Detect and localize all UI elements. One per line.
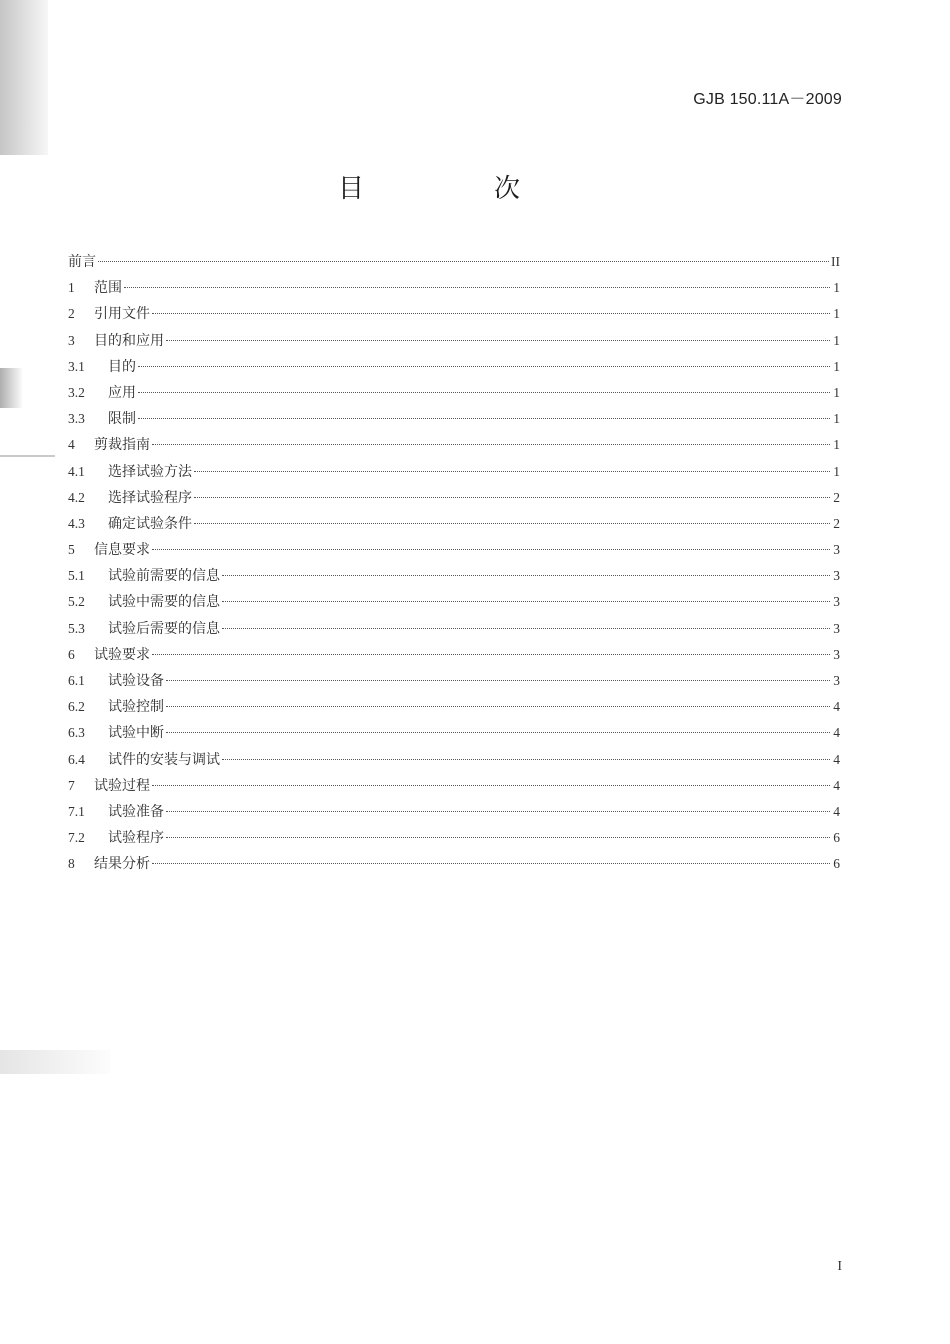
toc-entry-number: 8 [68, 856, 75, 872]
toc-entry[interactable] [68, 383, 840, 409]
toc-entry-title[interactable]: 结果分析 [94, 856, 150, 873]
toc-dot-leader [152, 863, 830, 864]
toc-entry-page: 1 [833, 463, 840, 479]
toc-dot-leader [222, 601, 830, 602]
toc-entry-number: 6.1 [68, 673, 85, 688]
toc-entry-title[interactable]: 选择试验程序 [108, 489, 192, 506]
toc-entry-title[interactable]: 目的和应用 [94, 332, 164, 349]
toc-entry-title[interactable]: 引用文件 [94, 306, 150, 323]
toc-entry-page: 1 [833, 437, 840, 453]
toc-entry-title[interactable]: 试验前需要的信息 [108, 568, 220, 585]
toc-entry-title[interactable]: 试验中断 [108, 725, 164, 742]
toc-entry-number: 4 [68, 437, 75, 453]
toc-entry-title[interactable]: 确定试验条件 [108, 515, 192, 532]
toc-title: 目 次 [337, 174, 572, 204]
toc-entry-title[interactable]: 剪裁指南 [94, 437, 150, 454]
toc-entry-title[interactable]: 试件的安装与调试 [108, 751, 220, 768]
toc-entry-title[interactable]: 应用 [108, 384, 136, 401]
toc-dot-leader [152, 785, 830, 786]
toc-entry[interactable] [68, 854, 840, 880]
toc-dot-leader [152, 549, 830, 550]
toc-entry[interactable] [68, 671, 840, 697]
toc-dot-leader [194, 523, 830, 524]
toc-entry-number: 4.2 [68, 489, 85, 505]
toc-entry-page: 1 [833, 306, 840, 322]
toc-entry-number: 4.1 [68, 463, 85, 479]
toc-dot-leader [166, 811, 830, 812]
toc-entry-title[interactable]: 范围 [94, 280, 122, 297]
toc-entry[interactable] [68, 592, 840, 618]
toc-entry[interactable] [68, 723, 840, 749]
toc-dot-leader [194, 471, 830, 472]
toc-entry-number: 3.2 [68, 384, 85, 400]
toc-dot-leader [166, 837, 830, 838]
toc-dot-leader [152, 313, 830, 314]
toc-dot-leader [166, 680, 830, 681]
toc-entry-page: 6 [833, 830, 840, 846]
toc-entry-page: 3 [833, 620, 840, 636]
toc-dot-leader [138, 418, 830, 419]
toc-entry-page: 1 [833, 280, 840, 296]
toc-entry-title[interactable]: 试验控制 [108, 699, 164, 716]
toc-entry-page: 3 [833, 568, 840, 584]
toc-dot-leader [222, 759, 830, 760]
toc-entry-title[interactable]: 前言 [68, 254, 96, 270]
toc-entry-title[interactable]: 试验程序 [108, 830, 164, 847]
toc-entry-page: 2 [833, 515, 840, 531]
toc-entry[interactable] [68, 278, 840, 304]
toc-entry[interactable] [68, 750, 840, 776]
toc-entry-title[interactable]: 限制 [108, 411, 136, 428]
toc-entry[interactable] [68, 304, 840, 330]
toc-entry-number: 3 [68, 332, 75, 348]
scan-artifact [0, 368, 22, 408]
toc-entry[interactable] [68, 331, 840, 357]
toc-entry[interactable] [68, 409, 840, 435]
toc-dot-leader [98, 261, 829, 262]
toc-entry-page: 4 [833, 699, 840, 715]
toc-entry[interactable] [68, 252, 840, 278]
toc-dot-leader [166, 706, 830, 707]
toc-entry-title[interactable]: 试验后需要的信息 [108, 620, 220, 637]
toc-dot-leader [138, 392, 830, 393]
toc-entry-page: 2 [833, 489, 840, 505]
toc-entry-title[interactable]: 试验要求 [94, 646, 150, 663]
toc-dot-leader [152, 654, 830, 655]
toc-entry[interactable] [68, 435, 840, 461]
toc-entry-title[interactable]: 试验过程 [94, 777, 150, 794]
toc-entry-number: 2 [68, 306, 75, 322]
toc-entry-number: 7.2 [68, 830, 85, 846]
toc-dot-leader [194, 497, 830, 498]
toc-entry[interactable] [68, 488, 840, 514]
toc-entry-number: 3.3 [68, 411, 85, 427]
toc-entry-page: 4 [833, 751, 840, 767]
toc-entry-page: II [831, 254, 840, 269]
toc-dot-leader [222, 575, 830, 576]
toc-dot-leader [138, 366, 830, 367]
toc-entry-number: 6.2 [68, 699, 85, 715]
toc-entry[interactable] [68, 802, 840, 828]
toc-dot-leader [166, 732, 830, 733]
toc-entry-page: 4 [833, 777, 840, 793]
toc-entry-number: 1 [68, 280, 75, 296]
toc-entry[interactable] [68, 566, 840, 592]
toc-entry-page: 6 [833, 856, 840, 872]
toc-entry-number: 5 [68, 542, 75, 558]
toc-entry-title[interactable]: 目的 [108, 358, 136, 375]
scan-artifact [0, 0, 48, 155]
toc-entry-number: 7.1 [68, 803, 85, 819]
toc-entry-number: 4.3 [68, 515, 85, 531]
toc-entry-page: 1 [833, 411, 840, 427]
toc-entry-title[interactable]: 试验准备 [108, 803, 164, 820]
toc-entry[interactable] [68, 697, 840, 723]
scan-artifact [0, 455, 55, 457]
toc-entry-number: 5.3 [68, 620, 85, 636]
toc-entry-page: 1 [833, 332, 840, 348]
toc-entry[interactable] [68, 619, 840, 645]
document-code: GJB 150.11A－2009 [693, 91, 842, 108]
toc-entry-title[interactable]: 试验设备 [108, 673, 164, 689]
toc-entry[interactable] [68, 776, 840, 802]
toc-entry-number: 7 [68, 777, 75, 793]
toc-entry-page: 4 [833, 725, 840, 741]
toc-entry-title[interactable]: 信息要求 [94, 542, 150, 559]
toc-entry-page: 1 [833, 384, 840, 400]
toc-entry-number: 6.3 [68, 725, 85, 741]
toc-dot-leader [222, 628, 830, 629]
toc-entry-number: 5.2 [68, 594, 85, 610]
table-of-contents [68, 252, 840, 881]
toc-entry-page: 4 [833, 803, 840, 819]
toc-entry-title[interactable]: 选择试验方法 [108, 463, 192, 480]
toc-dot-leader [152, 444, 830, 445]
toc-entry-number: 3.1 [68, 358, 85, 374]
toc-entry-page: 3 [833, 542, 840, 558]
toc-entry-page: 3 [833, 673, 840, 688]
toc-entry[interactable] [68, 645, 840, 671]
toc-entry[interactable] [68, 357, 840, 383]
toc-entry[interactable] [68, 540, 840, 566]
toc-entry-page: 3 [833, 646, 840, 662]
toc-entry-number: 6.4 [68, 751, 85, 767]
toc-entry-page: 3 [833, 594, 840, 610]
toc-entry[interactable] [68, 514, 840, 540]
toc-entry-number: 6 [68, 646, 75, 662]
toc-entry[interactable] [68, 462, 840, 488]
toc-dot-leader [124, 287, 830, 288]
page-number: I [837, 1259, 842, 1274]
toc-entry[interactable] [68, 828, 840, 854]
scan-artifact [0, 1050, 110, 1074]
toc-entry-title[interactable]: 试验中需要的信息 [108, 594, 220, 611]
toc-dot-leader [166, 340, 830, 341]
toc-entry-page: 1 [833, 358, 840, 374]
toc-entry-number: 5.1 [68, 568, 85, 584]
